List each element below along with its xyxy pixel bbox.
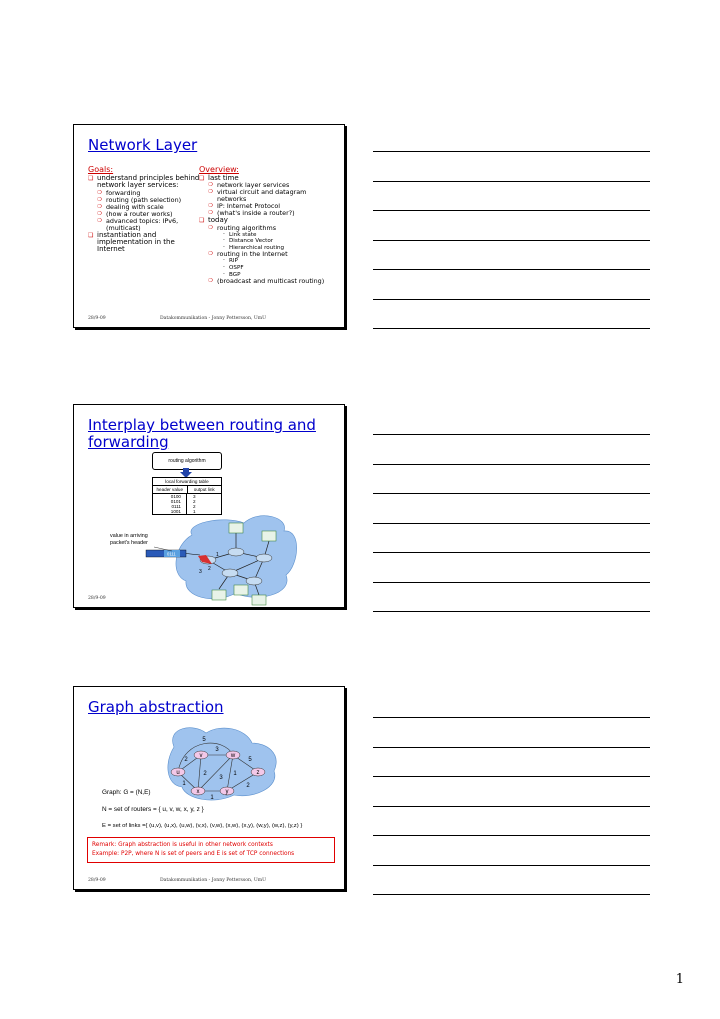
mini-table-icon <box>262 531 276 541</box>
router-icon <box>222 569 238 577</box>
table-cell: 0100 <box>153 494 187 499</box>
table-cell: 0101 <box>153 499 187 504</box>
note-line <box>373 493 650 494</box>
note-line <box>373 806 650 807</box>
remark-line: Example: P2P, where N is set of peers and E is set of TCP connections <box>92 851 295 857</box>
note-line <box>373 776 650 777</box>
node-label: v <box>199 753 203 759</box>
packet-header-value: 0111 <box>167 551 176 557</box>
overview-sub-item: ❍ virtual circuit and datagram networks <box>199 189 331 203</box>
nodes-definition: N = set of routers = { u, v, w, x, y, z } <box>102 806 204 813</box>
overview-sub-item: ❍ IP: Internet Protocol <box>199 203 331 210</box>
node-label: y <box>225 789 229 795</box>
remark-box <box>87 837 335 863</box>
note-line <box>373 835 650 836</box>
note-line <box>373 210 650 211</box>
overview-sub-item: ❍ (what's inside a router?) <box>199 210 331 217</box>
overview-sub-sub-item: · Distance Vector <box>199 238 331 245</box>
edge-weight: 2 <box>246 783 250 789</box>
output-link-column: output link <box>193 487 215 492</box>
port-label: 1 <box>216 552 219 558</box>
node-label: z <box>256 770 260 776</box>
slide-date: 28/9-09 <box>88 316 106 321</box>
mini-table-icon <box>252 595 266 605</box>
goal-item: ❏ instantiation and implementation in the Internet <box>88 232 200 254</box>
edge-weight: 5 <box>248 757 252 763</box>
slide-date: 28/9-09 <box>88 878 106 883</box>
slide-course: Datakommunikation - Jonny Pettersson, UmU <box>160 878 266 883</box>
overview-sub-item: ❍ network layer services <box>199 182 331 189</box>
note-line <box>373 269 650 270</box>
router-icon <box>246 577 262 585</box>
edge-weight: 2 <box>184 757 188 763</box>
note-line <box>373 434 650 435</box>
table-cell: 2 <box>193 504 196 509</box>
note-line <box>373 552 650 553</box>
table-cell: 0111 <box>153 504 187 509</box>
goal-sub-item: ❍ dealing with scale <box>88 204 200 211</box>
graph-diagram <box>74 687 346 801</box>
table-cell: 2 <box>193 499 196 504</box>
node-label: w <box>230 753 236 759</box>
overview-item: ❏ today <box>199 217 331 224</box>
arrival-label-line: value in arriving <box>110 533 148 539</box>
overview-sub-sub-item: · Hierarchical routing <box>199 245 331 252</box>
slide-course: Datakommunikation - Jonny Pettersson, UmU <box>160 316 266 321</box>
note-line <box>373 181 650 182</box>
node-label: u <box>176 770 180 776</box>
port-label: 3 <box>199 569 202 575</box>
note-line <box>373 747 650 748</box>
overview-sub-sub-item: · RIP <box>199 258 331 265</box>
table-cell: 1 <box>193 509 196 514</box>
overview-sub-item: ❍ (broadcast and multicast routing) <box>199 278 331 285</box>
network-diagram <box>74 405 346 609</box>
slide-date: 28/9-09 <box>88 596 106 601</box>
edge-weight: 1 <box>233 771 237 777</box>
mini-table-icon <box>212 590 226 600</box>
note-line <box>373 299 650 300</box>
page-number: 1 <box>675 972 684 987</box>
edge-weight: 3 <box>215 747 219 753</box>
overview-sub-item: ❍ routing in the Internet <box>199 251 331 258</box>
overview-heading: Overview: <box>199 165 239 174</box>
edge-weight: 3 <box>219 775 223 781</box>
slide-network-layer <box>73 124 345 328</box>
overview-sub-sub-item: · BGP <box>199 272 331 279</box>
goals-column <box>88 165 200 253</box>
overview-sub-item: ❍ routing algorithms <box>199 225 331 232</box>
note-line <box>373 894 650 895</box>
goals-heading: Goals: <box>88 165 114 174</box>
overview-column <box>199 165 331 285</box>
router-icon <box>228 548 244 556</box>
mini-table-icon <box>234 585 248 595</box>
note-line <box>373 464 650 465</box>
forwarding-table-title: local forwarding table <box>153 478 221 486</box>
goal-item: ❏ understand principles behind network layer services: <box>88 175 200 190</box>
note-line <box>373 717 650 718</box>
goal-sub-item: ❍ forwarding <box>88 190 200 197</box>
edge-weight: 2 <box>203 771 207 777</box>
overview-item: ❏ last time <box>199 175 331 182</box>
table-cell: 1001 <box>153 509 187 514</box>
note-line <box>373 151 650 152</box>
edge-weight: 1 <box>210 795 214 801</box>
node-label: x <box>196 789 200 795</box>
note-line <box>373 865 650 866</box>
port-label: 2 <box>208 566 211 572</box>
router-icon <box>256 554 272 562</box>
slide-routing-forwarding <box>73 404 345 608</box>
note-line <box>373 611 650 612</box>
goal-sub-item: ❍ routing (path selection) <box>88 197 200 204</box>
mini-table-icon <box>229 523 243 533</box>
goal-sub-item: ❍ (how a router works) <box>88 211 200 218</box>
note-line <box>373 582 650 583</box>
slide-title: Graph abstraction <box>88 698 224 716</box>
note-line <box>373 328 650 329</box>
note-line <box>373 240 650 241</box>
arrival-label-line: packet's header <box>110 540 148 546</box>
overview-sub-sub-item: · Link state <box>199 232 331 239</box>
edge-weight: 1 <box>182 781 186 787</box>
edge-weight: 5 <box>202 737 206 743</box>
remark-line: Remark: Graph abstraction is useful in other network contexts <box>92 842 273 848</box>
graph-definition: Graph: G = (N,E) <box>102 789 151 796</box>
edges-definition: E = set of links ={ (u,v), (u,x), (u,w), (v,x), (v,w), (x,w), (x,y), (w,y), (w,z), (y,z) } <box>102 823 303 829</box>
overview-sub-sub-item: · OSPF <box>199 265 331 272</box>
slide-graph-abstraction <box>73 686 345 890</box>
routing-algorithm-label: routing algorithm <box>168 458 206 464</box>
note-line <box>373 523 650 524</box>
table-cell: 3 <box>193 494 196 499</box>
header-value-column: header value <box>153 486 188 493</box>
slide-title: Interplay between routing and forwarding <box>88 416 316 451</box>
goal-sub-item: ❍ advanced topics: IPv6, (multicast) <box>88 218 200 232</box>
slide-title: Network Layer <box>88 136 198 154</box>
